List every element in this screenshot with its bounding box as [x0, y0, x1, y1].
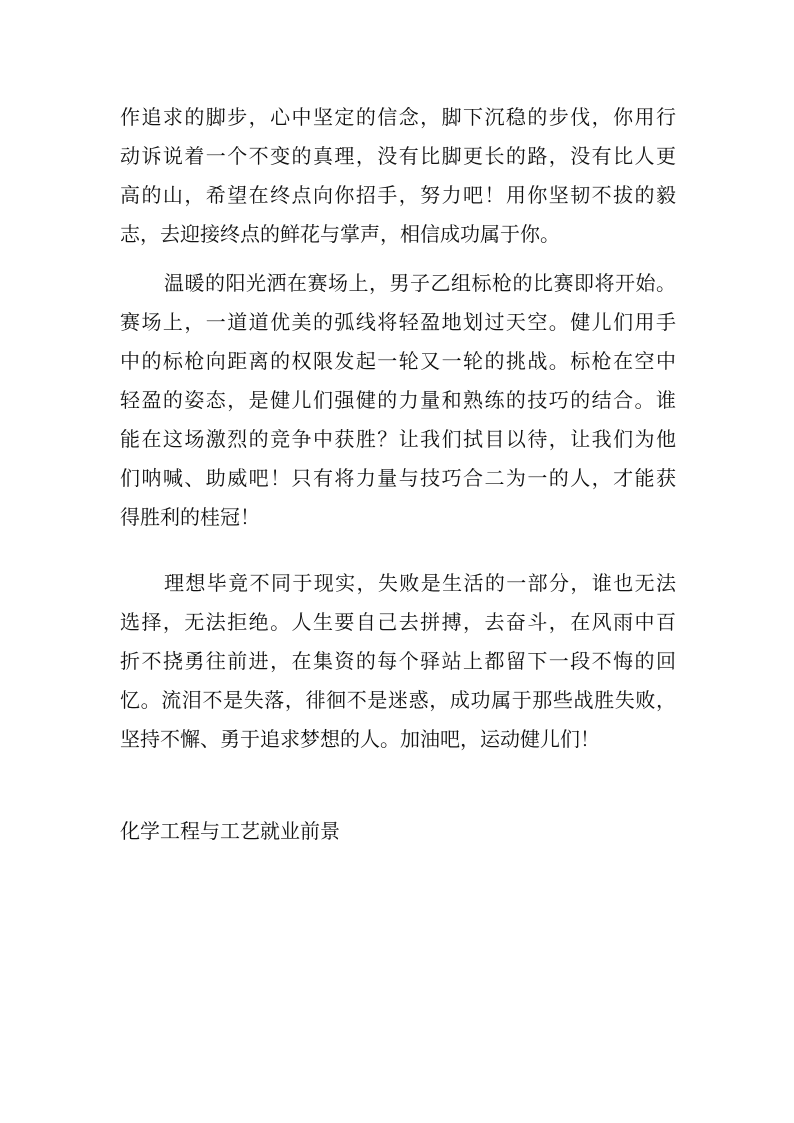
- paragraph-3: [120, 564, 676, 759]
- paragraph-2: [120, 264, 676, 537]
- paragraph-line: 忆。流泪不是失落，徘徊不是迷惑，成功属于那些战胜失败，: [120, 688, 676, 712]
- paragraph-line: 高的山，希望在终点向你招手，努力吧！用你坚韧不拔的毅: [120, 183, 676, 207]
- paragraph-line: 赛场上，一道道优美的弧线将轻盈地划过天空。健儿们用手: [120, 310, 676, 334]
- paragraph-line: 轻盈的姿态，是健儿们强健的力量和熟练的技巧的结合。谁: [120, 388, 676, 412]
- paragraph-line: 温暖的阳光洒在赛场上，男子乙组标枪的比赛即将开始。: [164, 271, 676, 295]
- paragraph-line: 选择，无法拒绝。人生要自己去拼搏，去奋斗，在风雨中百: [120, 610, 676, 634]
- paragraph-line: 坚持不懈、勇于追求梦想的人。加油吧，运动健儿们！: [120, 727, 600, 751]
- paragraph-line: 理想毕竟不同于现实，失败是生活的一部分，谁也无法: [164, 571, 676, 595]
- section-heading: 化学工程与工艺就业前景: [120, 819, 340, 843]
- paragraph-line: 能在这场激烈的竞争中获胜？让我们拭目以待，让我们为他: [120, 427, 676, 451]
- paragraph-1: [120, 98, 676, 254]
- paragraph-line: 得胜利的桂冠！: [120, 505, 260, 529]
- paragraph-line: 志，去迎接终点的鲜花与掌声，相信成功属于你。: [120, 222, 560, 246]
- paragraph-line: 作追求的脚步，心中坚定的信念，脚下沉稳的步伐，你用行: [120, 105, 676, 129]
- paragraph-line: 动诉说着一个不变的真理，没有比脚更长的路，没有比人更: [120, 144, 676, 168]
- paragraph-line: 折不挠勇往前进，在集资的每个驿站上都留下一段不悔的回: [120, 649, 676, 673]
- paragraph-line: 中的标枪向距离的权限发起一轮又一轮的挑战。标枪在空中: [120, 349, 676, 373]
- paragraph-line: 们呐喊、助威吧！只有将力量与技巧合二为一的人，才能获: [120, 466, 676, 490]
